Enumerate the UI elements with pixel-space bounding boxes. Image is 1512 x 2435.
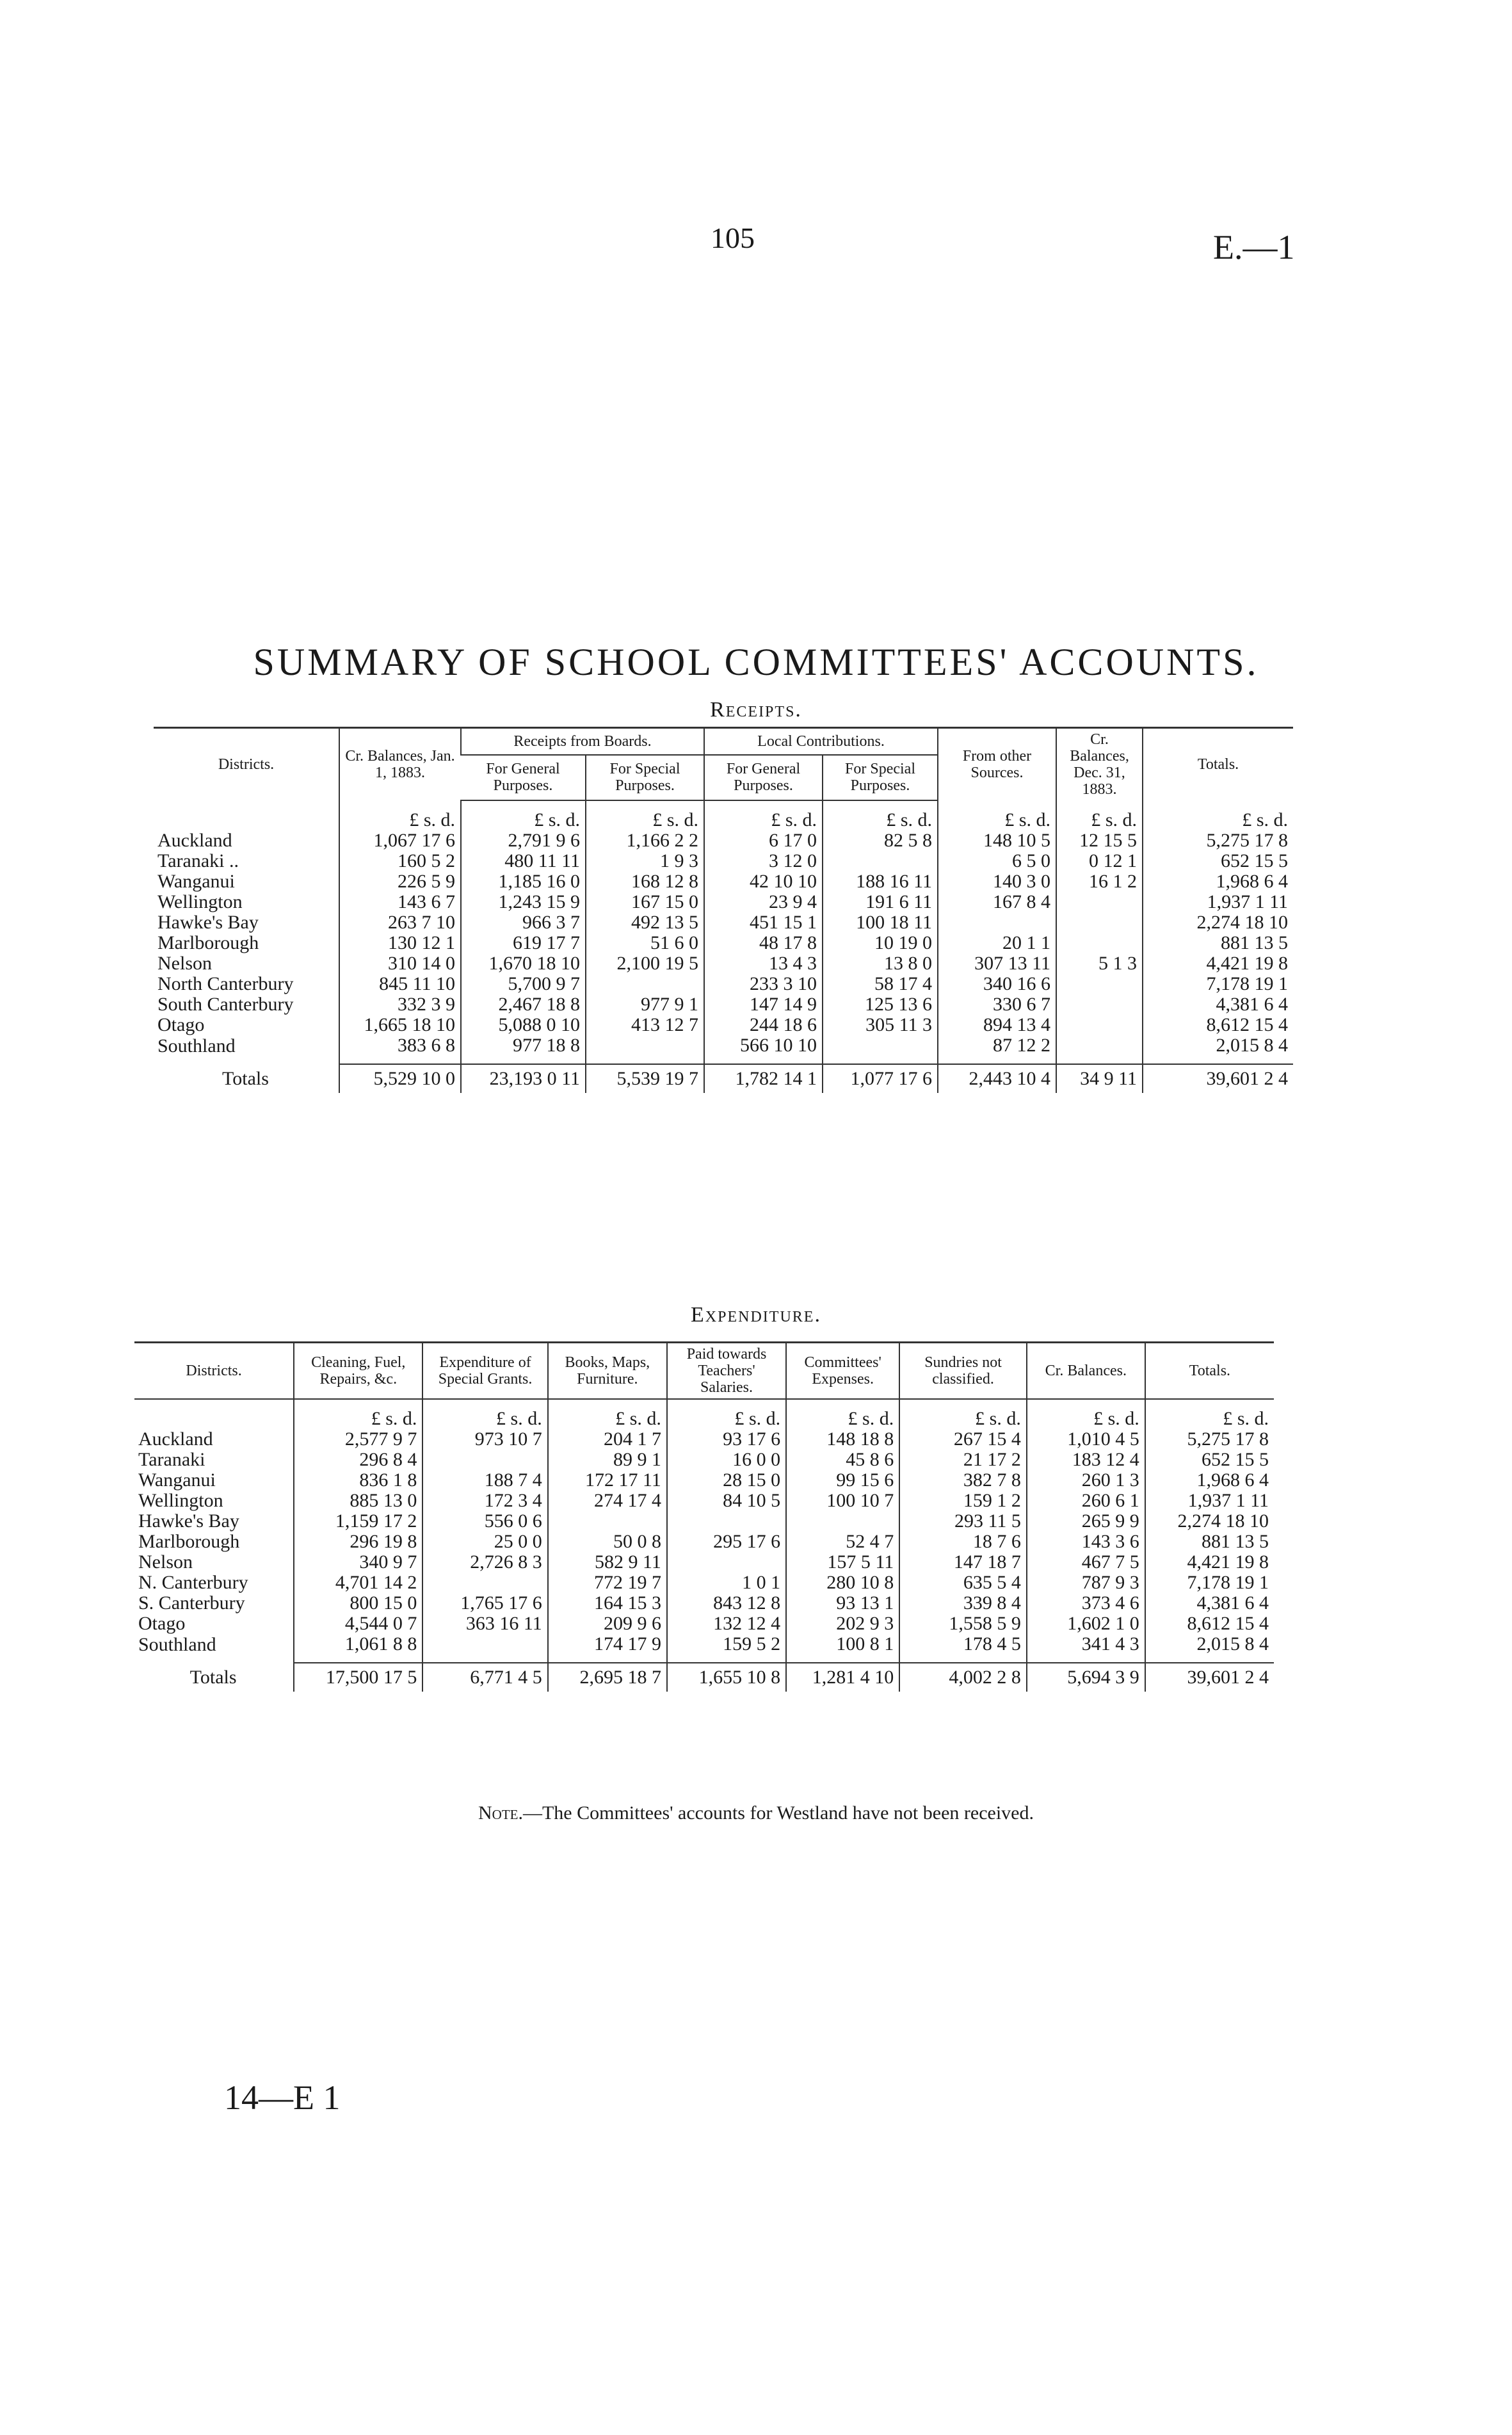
- cell-books: 772 19 7: [548, 1573, 667, 1593]
- cell-cleaning: 2,577 9 7: [294, 1429, 422, 1450]
- cell-other: 340 16 6: [938, 974, 1056, 994]
- cell-cr-jan: 263 7 10: [339, 912, 461, 933]
- cell-balances: 260 1 3: [1027, 1470, 1145, 1491]
- header-special-grants: Expenditure of Special Grants.: [422, 1343, 547, 1400]
- cell-boards-spec: [586, 1035, 704, 1064]
- header-cr-balances-dec: Cr. Balances, Dec. 31, 1883.: [1056, 728, 1143, 801]
- unit-label: £ s. d.: [1056, 800, 1143, 830]
- cell-sundries: 1,558 5 9: [899, 1614, 1027, 1634]
- district-name: Auckland: [157, 830, 232, 851]
- cell-committees: 45 8 6: [786, 1450, 899, 1470]
- cell-other: 307 13 11: [938, 953, 1056, 974]
- header-cr-balances: Cr. Balances.: [1027, 1343, 1145, 1400]
- district-name: Marlborough: [138, 1531, 240, 1552]
- cell-committees: 93 13 1: [786, 1593, 899, 1614]
- cell-boards-gen: 1,185 16 0: [461, 871, 586, 892]
- cell-sundries: 178 4 5: [899, 1634, 1027, 1663]
- table-row: [134, 1491, 1274, 1511]
- table-row: [134, 1470, 1274, 1491]
- unit-label: £ s. d.: [667, 1399, 786, 1429]
- total-sundries: 4,002 2 8: [899, 1663, 1027, 1692]
- cell-cr-jan: 1,665 18 10: [339, 1015, 461, 1035]
- unit-label: £ s. d.: [586, 800, 704, 830]
- cell-committees: 202 9 3: [786, 1614, 899, 1634]
- table-row: [154, 892, 1293, 912]
- cell-local-gen: 6 17 0: [704, 830, 823, 851]
- cell-sundries: 293 11 5: [899, 1511, 1027, 1532]
- header-sundries: Sundries not classified.: [899, 1343, 1027, 1400]
- table-row: [154, 1015, 1293, 1035]
- header-teachers-salaries: Paid towards Teachers' Salaries.: [667, 1343, 786, 1400]
- cell-total: 881 13 5: [1145, 1532, 1274, 1552]
- cell-committees: 52 4 7: [786, 1532, 899, 1552]
- cell-cleaning: 800 15 0: [294, 1593, 422, 1614]
- header-cr-balances-jan: Cr. Balances, Jan. 1, 1883.: [339, 728, 461, 801]
- cell-cr-jan: 845 11 10: [339, 974, 461, 994]
- units-row: [154, 800, 1293, 830]
- document-code: E.—1: [1213, 228, 1295, 266]
- cell-balances: 341 4 3: [1027, 1634, 1145, 1663]
- table-row: [154, 830, 1293, 851]
- cell-boards-gen: 5,700 9 7: [461, 974, 586, 994]
- cell-books: 89 9 1: [548, 1450, 667, 1470]
- table-row: [154, 871, 1293, 892]
- district-name: Taranaki ..: [157, 850, 239, 871]
- table-row: [134, 1573, 1274, 1593]
- cell-total: 8,612 15 4: [1145, 1614, 1274, 1634]
- unit-label: £ s. d.: [339, 800, 461, 830]
- table-row: [154, 933, 1293, 953]
- cell-cr-jan: 1,067 17 6: [339, 830, 461, 851]
- cell-grants: 172 3 4: [422, 1491, 547, 1511]
- units-blank: [154, 800, 339, 830]
- cell-cr-dec: [1056, 933, 1143, 953]
- header-books: Books, Maps, Furniture.: [548, 1343, 667, 1400]
- cell-sundries: 147 18 7: [899, 1552, 1027, 1573]
- cell-cr-dec: [1056, 1035, 1143, 1064]
- cell-local-spec: 188 16 11: [823, 871, 938, 892]
- cell-books: 172 17 11: [548, 1470, 667, 1491]
- header-cleaning: Cleaning, Fuel, Repairs, &c.: [294, 1343, 422, 1400]
- cell-grants: 1,765 17 6: [422, 1593, 547, 1614]
- unit-label: £ s. d.: [1145, 1399, 1274, 1429]
- cell-teachers: 93 17 6: [667, 1429, 786, 1450]
- table-row: [154, 974, 1293, 994]
- cell-balances: 373 4 6: [1027, 1593, 1145, 1614]
- receipts-table: [154, 727, 1293, 1093]
- cell-committees: 148 18 8: [786, 1429, 899, 1450]
- district-name: Southland: [157, 1035, 236, 1056]
- cell-total: 7,178 19 1: [1143, 974, 1293, 994]
- cell-sundries: 21 17 2: [899, 1450, 1027, 1470]
- unit-label: £ s. d.: [823, 800, 938, 830]
- note-label: Note.: [478, 1802, 523, 1824]
- cell-local-spec: 13 8 0: [823, 953, 938, 974]
- cell-teachers: 84 10 5: [667, 1491, 786, 1511]
- cell-local-gen: 23 9 4: [704, 892, 823, 912]
- cell-teachers: 28 15 0: [667, 1470, 786, 1491]
- cell-balances: 265 9 9: [1027, 1511, 1145, 1532]
- cell-grants: 188 7 4: [422, 1470, 547, 1491]
- cell-grants: [422, 1450, 547, 1470]
- cell-grants: 363 16 11: [422, 1614, 547, 1634]
- table-row: [134, 1532, 1274, 1552]
- district-name: Wellington: [138, 1490, 223, 1511]
- expenditure-table-body: [134, 1399, 1274, 1692]
- cell-local-gen: 147 14 9: [704, 994, 823, 1015]
- unit-label: £ s. d.: [548, 1399, 667, 1429]
- total-local-gen: 1,782 14 1: [704, 1064, 823, 1093]
- unit-label: £ s. d.: [786, 1399, 899, 1429]
- receipts-section-title: Receipts.: [710, 698, 802, 722]
- table-row: [154, 994, 1293, 1015]
- cell-total: 1,937 1 11: [1145, 1491, 1274, 1511]
- cell-boards-gen: 966 3 7: [461, 912, 586, 933]
- cell-other: 167 8 4: [938, 892, 1056, 912]
- cell-grants: 25 0 0: [422, 1532, 547, 1552]
- cell-books: [548, 1511, 667, 1532]
- cell-boards-gen: 2,467 18 8: [461, 994, 586, 1015]
- cell-other: 148 10 5: [938, 830, 1056, 851]
- district-name: Nelson: [138, 1551, 193, 1573]
- header-local-special: For Special Purposes.: [823, 755, 938, 800]
- cell-local-gen: 48 17 8: [704, 933, 823, 953]
- unit-label: £ s. d.: [422, 1399, 547, 1429]
- cell-local-gen: 244 18 6: [704, 1015, 823, 1035]
- header-totals: Totals.: [1145, 1343, 1274, 1400]
- cell-local-spec: 100 18 11: [823, 912, 938, 933]
- cell-local-spec: 10 19 0: [823, 933, 938, 953]
- cell-cr-dec: [1056, 994, 1143, 1015]
- footnote: [0, 1802, 1512, 1824]
- cell-books: 582 9 11: [548, 1552, 667, 1573]
- district-name: Otago: [138, 1613, 186, 1634]
- table-row: [154, 912, 1293, 933]
- cell-cr-jan: 310 14 0: [339, 953, 461, 974]
- district-name: Taranaki: [138, 1449, 205, 1470]
- cell-books: 204 1 7: [548, 1429, 667, 1450]
- cell-balances: 260 6 1: [1027, 1491, 1145, 1511]
- cell-teachers: 159 5 2: [667, 1634, 786, 1663]
- expenditure-section-title: Expenditure.: [691, 1303, 821, 1327]
- unit-label: £ s. d.: [1027, 1399, 1145, 1429]
- note-text: —The Committees' accounts for Westland have not been received.: [522, 1802, 1034, 1824]
- cell-cleaning: 296 8 4: [294, 1450, 422, 1470]
- cell-cr-dec: 12 15 5: [1056, 830, 1143, 851]
- table-row: [134, 1634, 1274, 1663]
- cell-boards-spec: 2,100 19 5: [586, 953, 704, 974]
- cell-sundries: 159 1 2: [899, 1491, 1027, 1511]
- cell-grants: [422, 1573, 547, 1593]
- totals-label: Totals: [222, 1067, 269, 1089]
- header-committees-expenses: Committees' Expenses.: [786, 1343, 899, 1400]
- cell-total: 881 13 5: [1143, 933, 1293, 953]
- cell-committees: 157 5 11: [786, 1552, 899, 1573]
- totals-label: Totals: [189, 1666, 237, 1688]
- cell-total: 4,421 19 8: [1143, 953, 1293, 974]
- cell-balances: 183 12 4: [1027, 1450, 1145, 1470]
- cell-cr-dec: [1056, 892, 1143, 912]
- cell-cr-dec: 16 1 2: [1056, 871, 1143, 892]
- cell-boards-gen: 977 18 8: [461, 1035, 586, 1064]
- cell-total: 652 15 5: [1145, 1450, 1274, 1470]
- cell-balances: 143 3 6: [1027, 1532, 1145, 1552]
- cell-boards-spec: 51 6 0: [586, 933, 704, 953]
- unit-label: £ s. d.: [704, 800, 823, 830]
- cell-other: 894 13 4: [938, 1015, 1056, 1035]
- cell-other: 6 5 0: [938, 851, 1056, 871]
- header-districts: Districts.: [154, 728, 339, 801]
- cell-books: 50 0 8: [548, 1532, 667, 1552]
- cell-committees: 99 15 6: [786, 1470, 899, 1491]
- cell-books: 164 15 3: [548, 1593, 667, 1614]
- cell-cleaning: 4,701 14 2: [294, 1573, 422, 1593]
- cell-local-gen: 3 12 0: [704, 851, 823, 871]
- cell-other: 87 12 2: [938, 1035, 1056, 1064]
- cell-total: 1,968 6 4: [1145, 1470, 1274, 1491]
- cell-local-spec: 305 11 3: [823, 1015, 938, 1035]
- cell-total: 2,274 18 10: [1143, 912, 1293, 933]
- district-name: Otago: [157, 1014, 205, 1035]
- cell-local-gen: 451 15 1: [704, 912, 823, 933]
- table-row: [134, 1429, 1274, 1450]
- cell-local-gen: 42 10 10: [704, 871, 823, 892]
- cell-committees: [786, 1511, 899, 1532]
- cell-cleaning: 340 9 7: [294, 1552, 422, 1573]
- table-row: [154, 1035, 1293, 1064]
- units-blank: [134, 1399, 294, 1429]
- table-row: [134, 1614, 1274, 1634]
- expenditure-table: [134, 1341, 1274, 1692]
- unit-label: £ s. d.: [461, 800, 586, 830]
- cell-sundries: 382 7 8: [899, 1470, 1027, 1491]
- cell-other: 20 1 1: [938, 933, 1056, 953]
- district-name: N. Canterbury: [138, 1572, 248, 1593]
- cell-cr-jan: 383 6 8: [339, 1035, 461, 1064]
- cell-local-spec: 125 13 6: [823, 994, 938, 1015]
- cell-other: [938, 912, 1056, 933]
- cell-total: 8,612 15 4: [1143, 1015, 1293, 1035]
- cell-boards-gen: 619 17 7: [461, 933, 586, 953]
- cell-books: 209 9 6: [548, 1614, 667, 1634]
- cell-cr-jan: 332 3 9: [339, 994, 461, 1015]
- cell-boards-gen: 5,088 0 10: [461, 1015, 586, 1035]
- cell-cr-dec: 5 1 3: [1056, 953, 1143, 974]
- total-other: 2,443 10 4: [938, 1064, 1056, 1093]
- district-name: Auckland: [138, 1428, 213, 1450]
- cell-total: 2,015 8 4: [1145, 1634, 1274, 1663]
- cell-boards-spec: [586, 974, 704, 994]
- unit-label: £ s. d.: [938, 800, 1056, 830]
- total-grants: 6,771 4 5: [422, 1663, 547, 1692]
- cell-local-gen: 566 10 10: [704, 1035, 823, 1064]
- header-boards-general: For General Purposes.: [461, 755, 586, 800]
- cell-local-spec: 82 5 8: [823, 830, 938, 851]
- totals-row: [134, 1663, 1274, 1692]
- cell-cr-dec: [1056, 974, 1143, 994]
- cell-boards-gen: 480 11 11: [461, 851, 586, 871]
- cell-local-spec: [823, 851, 938, 871]
- total-total: 39,601 2 4: [1143, 1064, 1293, 1093]
- cell-grants: [422, 1634, 547, 1663]
- total-cr-dec: 34 9 11: [1056, 1064, 1143, 1093]
- cell-sundries: 339 8 4: [899, 1593, 1027, 1614]
- cell-cr-jan: 130 12 1: [339, 933, 461, 953]
- cell-total: 5,275 17 8: [1143, 830, 1293, 851]
- district-name: Hawke's Bay: [138, 1510, 239, 1532]
- cell-sundries: 18 7 6: [899, 1532, 1027, 1552]
- cell-grants: 973 10 7: [422, 1429, 547, 1450]
- district-name: Marlborough: [157, 932, 259, 953]
- district-name: Nelson: [157, 953, 212, 974]
- header-receipts-from-boards: Receipts from Boards.: [461, 728, 704, 755]
- cell-total: 4,421 19 8: [1145, 1552, 1274, 1573]
- header-local-contributions: Local Contributions.: [704, 728, 938, 755]
- cell-cleaning: 885 13 0: [294, 1491, 422, 1511]
- district-name: Wanganui: [157, 871, 235, 892]
- cell-cleaning: 836 1 8: [294, 1470, 422, 1491]
- district-name: Wellington: [157, 891, 243, 912]
- cell-boards-spec: 167 15 0: [586, 892, 704, 912]
- total-teachers: 1,655 10 8: [667, 1663, 786, 1692]
- cell-cleaning: 1,061 8 8: [294, 1634, 422, 1663]
- header-totals: Totals.: [1143, 728, 1293, 801]
- cell-total: 5,275 17 8: [1145, 1429, 1274, 1450]
- total-books: 2,695 18 7: [548, 1663, 667, 1692]
- total-balances: 5,694 3 9: [1027, 1663, 1145, 1692]
- cell-boards-spec: 1 9 3: [586, 851, 704, 871]
- cell-teachers: 295 17 6: [667, 1532, 786, 1552]
- units-row: [134, 1399, 1274, 1429]
- cell-cr-dec: [1056, 1015, 1143, 1035]
- total-cr-jan: 5,529 10 0: [339, 1064, 461, 1093]
- cell-local-spec: [823, 1035, 938, 1064]
- cell-cr-jan: 160 5 2: [339, 851, 461, 871]
- table-row: [134, 1593, 1274, 1614]
- cell-other: 330 6 7: [938, 994, 1056, 1015]
- cell-cr-jan: 226 5 9: [339, 871, 461, 892]
- cell-committees: 100 10 7: [786, 1491, 899, 1511]
- cell-cleaning: 1,159 17 2: [294, 1511, 422, 1532]
- total-local-spec: 1,077 17 6: [823, 1064, 938, 1093]
- total-boards-gen: 23,193 0 11: [461, 1064, 586, 1093]
- cell-cleaning: 296 19 8: [294, 1532, 422, 1552]
- total-total: 39,601 2 4: [1145, 1663, 1274, 1692]
- cell-total: 4,381 6 4: [1143, 994, 1293, 1015]
- cell-local-gen: 13 4 3: [704, 953, 823, 974]
- cell-total: 7,178 19 1: [1145, 1573, 1274, 1593]
- header-boards-special: For Special Purposes.: [586, 755, 704, 800]
- table-row: [134, 1552, 1274, 1573]
- cell-sundries: 267 15 4: [899, 1429, 1027, 1450]
- cell-cr-dec: [1056, 912, 1143, 933]
- cell-other: 140 3 0: [938, 871, 1056, 892]
- cell-total: 1,937 1 11: [1143, 892, 1293, 912]
- footer-code: 14—E 1: [224, 2078, 341, 2117]
- cell-teachers: [667, 1552, 786, 1573]
- cell-teachers: [667, 1511, 786, 1532]
- cell-balances: 467 7 5: [1027, 1552, 1145, 1573]
- cell-committees: 280 10 8: [786, 1573, 899, 1593]
- cell-local-spec: 58 17 4: [823, 974, 938, 994]
- cell-teachers: 132 12 4: [667, 1614, 786, 1634]
- cell-teachers: 16 0 0: [667, 1450, 786, 1470]
- cell-grants: 556 0 6: [422, 1511, 547, 1532]
- cell-books: 274 17 4: [548, 1491, 667, 1511]
- table-row: [154, 851, 1293, 871]
- cell-boards-spec: 977 9 1: [586, 994, 704, 1015]
- cell-boards-gen: 1,243 15 9: [461, 892, 586, 912]
- cell-boards-spec: 413 12 7: [586, 1015, 704, 1035]
- district-name: Wanganui: [138, 1469, 216, 1491]
- cell-books: 174 17 9: [548, 1634, 667, 1663]
- cell-cr-dec: 0 12 1: [1056, 851, 1143, 871]
- header-from-other-sources: From other Sources.: [938, 728, 1056, 801]
- cell-local-spec: 191 6 11: [823, 892, 938, 912]
- unit-label: £ s. d.: [1143, 800, 1293, 830]
- cell-boards-spec: 168 12 8: [586, 871, 704, 892]
- table-row: [134, 1511, 1274, 1532]
- cell-total: 1,968 6 4: [1143, 871, 1293, 892]
- district-name: North Canterbury: [157, 973, 294, 994]
- cell-total: 2,274 18 10: [1145, 1511, 1274, 1532]
- cell-balances: 787 9 3: [1027, 1573, 1145, 1593]
- district-name: S. Canterbury: [138, 1592, 245, 1614]
- cell-boards-spec: 1,166 2 2: [586, 830, 704, 851]
- cell-cr-jan: 143 6 7: [339, 892, 461, 912]
- district-name: Southland: [138, 1633, 216, 1655]
- cell-boards-spec: 492 13 5: [586, 912, 704, 933]
- table-row: [134, 1450, 1274, 1470]
- cell-boards-gen: 1,670 18 10: [461, 953, 586, 974]
- cell-grants: 2,726 8 3: [422, 1552, 547, 1573]
- cell-teachers: 1 0 1: [667, 1573, 786, 1593]
- totals-row: [154, 1064, 1293, 1093]
- cell-cleaning: 4,544 0 7: [294, 1614, 422, 1634]
- header-districts: Districts.: [134, 1343, 294, 1400]
- cell-total: 2,015 8 4: [1143, 1035, 1293, 1064]
- receipts-table-body: [154, 800, 1293, 1093]
- header-local-general: For General Purposes.: [704, 755, 823, 800]
- cell-sundries: 635 5 4: [899, 1573, 1027, 1593]
- unit-label: £ s. d.: [294, 1399, 422, 1429]
- total-cleaning: 17,500 17 5: [294, 1663, 422, 1692]
- cell-local-gen: 233 3 10: [704, 974, 823, 994]
- cell-balances: 1,010 4 5: [1027, 1429, 1145, 1450]
- cell-boards-gen: 2,791 9 6: [461, 830, 586, 851]
- cell-total: 4,381 6 4: [1145, 1593, 1274, 1614]
- cell-teachers: 843 12 8: [667, 1593, 786, 1614]
- district-name: South Canterbury: [157, 994, 294, 1015]
- total-committees: 1,281 4 10: [786, 1663, 899, 1692]
- cell-committees: 100 8 1: [786, 1634, 899, 1663]
- unit-label: £ s. d.: [899, 1399, 1027, 1429]
- cell-balances: 1,602 1 0: [1027, 1614, 1145, 1634]
- district-name: Hawke's Bay: [157, 912, 259, 933]
- page-title: SUMMARY OF SCHOOL COMMITTEES' ACCOUNTS.: [253, 641, 1259, 683]
- table-row: [154, 953, 1293, 974]
- page-number: 105: [711, 222, 755, 254]
- total-boards-spec: 5,539 19 7: [586, 1064, 704, 1093]
- cell-total: 652 15 5: [1143, 851, 1293, 871]
